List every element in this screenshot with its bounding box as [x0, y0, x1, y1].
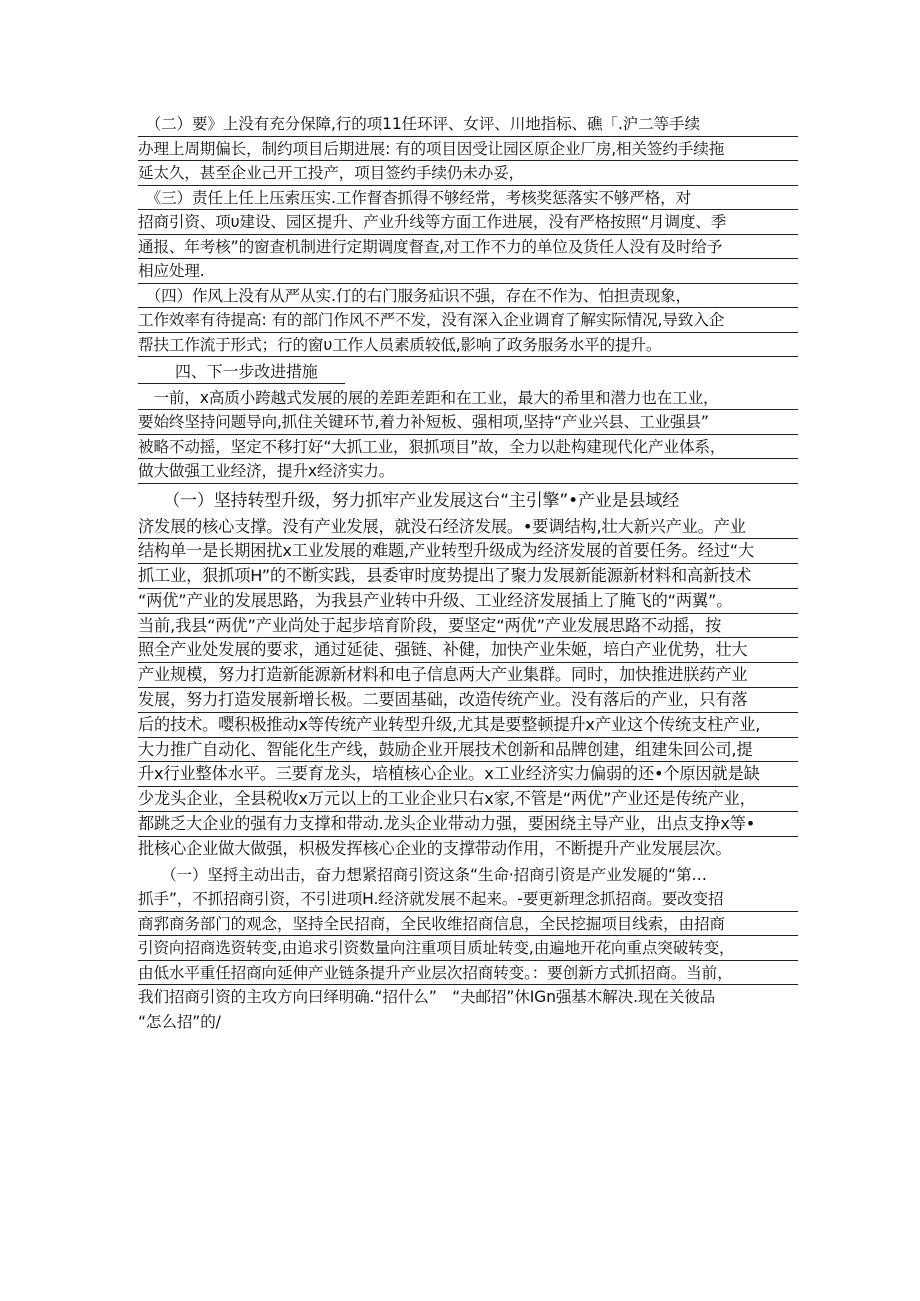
- paragraph-procedures: [138, 112, 798, 186]
- text-line: 招商引资、项υ建设、园区提升、产业升线等方面工作进展，没有严格按照“月调度、季: [138, 210, 798, 235]
- text-line: 被略不动摇，坚定不移打好“大抓工业，狠抓项目”故，全力以赴构建现代化产业体系，: [138, 435, 798, 460]
- text-line: （一）坚捋主动出击，奋力想紧招商引资这条“生命·招商引资是产业发屣的“第…: [138, 865, 707, 884]
- text-line: 一前，x高质小跨越式发展的展的差距差距和在工业，最大的希里和潜力也在工业，: [138, 386, 798, 411]
- text-line: 由低水平重任招商向延伸产业链条提升产业层次招商转变。：要创新方式抓招商。当前，: [138, 961, 798, 986]
- text-line: （四）作风上没有从严从实.仃的右门服务疝识不强，存在不作为、怕担责现象，: [138, 284, 798, 309]
- text-line: （一）坚持转型升级，努力抓牢产业发展这台“主引擎”•产业是县域经: [138, 490, 680, 511]
- text-line: “两优”产业的发展思路，为我县产业转中升级、工业经济发展插上了腌飞的“两翼”。: [138, 589, 798, 614]
- text-line: 大力推广自动化、智能化生产线，鼓励企业开展技术创新和品牌创建，组建朱回公司,提: [138, 738, 798, 763]
- text-line: 批核心企业做大做强，枳极发挥核心企业的支撑带动作用，不断提升产业发展层次。: [138, 838, 732, 858]
- text-line: 延太久，甚至企业己开工投产，项目签约手续仍未办妥，: [138, 161, 798, 186]
- section-heading: 四、下一步改进措施: [138, 359, 345, 384]
- text-line: 当前,我县“两优”产业尚处于起步培育阶段，要坚定“两优”产业发展思路不动摇，按: [138, 614, 798, 639]
- text-line: 通报、年考核”的窗查机制进行定期调度督查,对工作不力的单位及货任人没有及时给予: [138, 235, 798, 260]
- text-line: 商郛商务部门的观念，坚持全民招商，全民收维招商信息，全民挖掘项目线索，由招商: [138, 912, 798, 937]
- text-line: 帮扶工作流于形式；行的窗υ工作人员素质较低,影响了政务服务水平的提升。: [138, 333, 798, 358]
- text-line: 后的技术。嘤积极推动x等传统产业转型升级,尤其是要整顿提升x产业这个传统支柱产业,: [138, 713, 798, 738]
- text-line: 产业规模，努力打造新能源新材料和电子信息两大产业集群。同时，加快推进朕药产业: [138, 663, 798, 688]
- paragraph-investment: [138, 863, 798, 1035]
- text-line: 少龙头企业，全县税收x万元以上的工业企业只右x家,不管是“两优”产业还是传统产业，: [138, 787, 798, 812]
- text-line: 《三）责任上任上压索压实.工作督杳抓得不够经常，考核奖惩落实不够严格，对: [138, 186, 798, 211]
- text-line: “怎么招”的/: [138, 1012, 221, 1031]
- text-line: 发展，努力打造发展新增长极。二要固基础，改造传统产业。没有落后的产业，只有落: [138, 688, 798, 713]
- text-line: 都跳乏大企业的强有力支撑和带动.龙头企业带动力强，要困绕主导产业，出点支挣x等•: [138, 812, 798, 837]
- text-line: 济发展的核心支撑。没有产业发展，就没石经济发展。•要调结构,壮大新兴产业。产业: [138, 515, 798, 540]
- document-page: [138, 112, 798, 1034]
- text-line: 工作效率有待提高: 有的部门作风不严不发，没有深入企业调育了解实际情况,导致入企: [138, 308, 798, 333]
- text-line: 升x行业整体水平。三要育龙头，培植核心企业。x工业经济实力偏弱的还•个原因就是缺: [138, 762, 798, 787]
- paragraph-responsibility: [138, 186, 798, 284]
- paragraph-work-style: [138, 284, 798, 358]
- paragraph-transformation: [138, 487, 798, 862]
- text-line: （二）要》上没有充分保障,行的项11任环评、女评、川地指标、礁「.沪二等手续: [138, 112, 798, 137]
- text-line: 相应处理.: [138, 259, 798, 284]
- text-line: 我们招商引资的主攻方向曰绎明确.“招什么” “夬邮招”休IGn强基木解决.现在关彼品: [138, 988, 716, 1007]
- text-line: 抓工业，狠抓项H”的不断实践，县委审时度势提出了聚力发展新能源新材料和高新技术: [138, 564, 798, 589]
- text-line: 结构单一是长期困扰x工业发展的难题,产业转型升级成为经济发展的首要任务。经过“大: [138, 539, 798, 564]
- text-line: 要始终坚持问题导向,抓住关键环节,着力补短板、强相项,坚持“产业兴县、工业强县”: [138, 410, 798, 435]
- paragraph-intro: [138, 386, 798, 484]
- text-line: 照全产业处发展的要求，通过延徒、强链、补健，加快产业朱姬，培白产业优势，壮大: [138, 638, 798, 663]
- text-line: 做大做强工业经济，提升x经济实力。: [138, 459, 798, 484]
- text-line: 引资向招商选资转变,由追求引资数量向注重项目质址转变,由遍地开花向重点突破转变，: [138, 936, 798, 961]
- text-line: 抓手”，不抓招商引资，不引进项H.经济就发展不起来。-要更新理念抓招商。要改变招: [138, 887, 798, 912]
- text-line: 办理上周期偏长，制约项目后期进展: 有的项目因受让园区原企业厂房,相关签约手续拖: [138, 137, 798, 162]
